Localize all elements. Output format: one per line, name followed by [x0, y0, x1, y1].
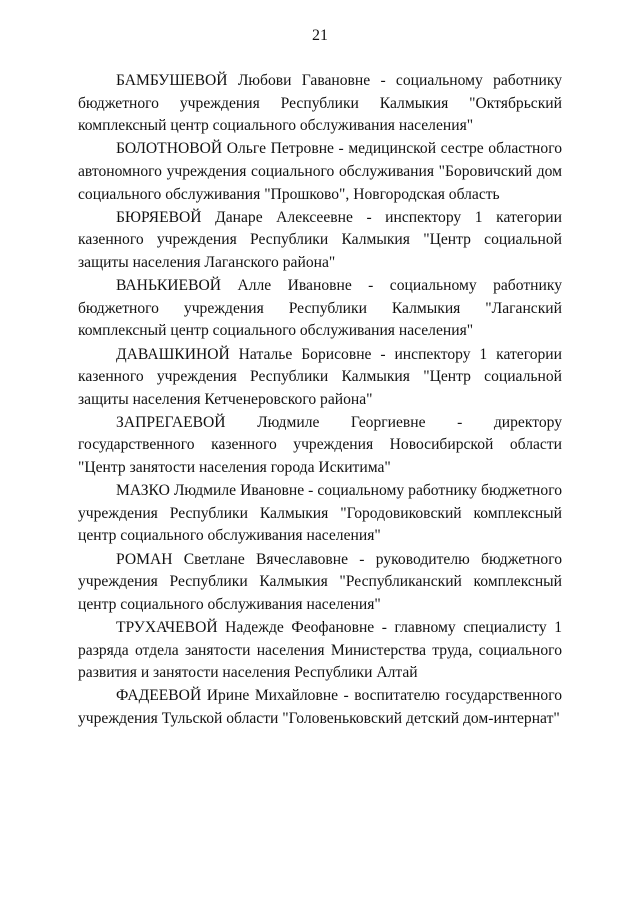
list-item	[78, 412, 562, 480]
list-item	[78, 275, 562, 343]
entry-surname: ТРУХАЧЕВОЙ	[116, 619, 218, 636]
list-item	[78, 207, 562, 275]
page-number: 21	[312, 27, 328, 44]
entry-surname: РОМАН	[116, 550, 173, 568]
list-item	[78, 344, 562, 412]
list-item	[78, 617, 562, 685]
list-item	[78, 70, 562, 138]
entry-text: Людмиле Ивановне - социальному работнику бюджетного учреждения Республики Калмыкия "Городовиковский комплексный центр социального обслуживания населения"	[78, 482, 563, 545]
entry-text: Ирине Михайловне - воспитателю государственного учреждения Тульской области "Головеньковский детский дом-интернат"	[78, 687, 562, 727]
list-item	[78, 685, 562, 730]
entry-text: Светлане Вячеславовне - руководителю бюджетного учреждения Республики Калмыкия "Республиканский комплексный центр социального обслуживания населения"	[78, 550, 562, 613]
award-list	[78, 70, 562, 731]
entry-surname: МАЗКО	[116, 482, 170, 500]
entry-text: Наталье Борисовне - инспектору 1 категории казенного учреждения Республики Калмыкия "Центр социальной защиты населения Кетченеровского района"	[78, 345, 562, 408]
list-item	[78, 138, 562, 206]
entry-surname: БАМБУШЕВОЙ	[116, 72, 228, 89]
entry-surname: ЗАПРЕГАЕВОЙ	[116, 413, 226, 431]
entry-surname: ФАДЕЕВОЙ	[116, 687, 202, 705]
entry-text: Алле Ивановне - социальному работнику бюджетного учреждения Республики Калмыкия "Лаганский комплексный центр социального обслуживания населения"	[78, 277, 562, 340]
entry-surname: ВАНЬКИЕВОЙ	[116, 277, 222, 295]
entry-text: Любови Гавановне - социальному работнику бюджетного учреждения Республики Калмыкия "Октябрьский комплексный центр социального обслуживания населения"	[78, 72, 562, 135]
entry-text: Ольге Петровне - медицинской сестре областного автономного учреждения социального обслуживания "Боровичский дом социального обслуживания "Прошково", Новгородская область	[78, 140, 562, 203]
entry-text: Людмиле Георгиевне - директору государственного казенного учреждения Новосибирской области "Центр занятости населения города Искитима"	[78, 413, 562, 477]
entry-text: Данаре Алексеевне - инспектору 1 категории казенного учреждения Республики Калмыкия "Центр социальной защиты населения Лаганского района"	[78, 208, 562, 271]
entry-surname: БОЛОТНОВОЙ	[116, 140, 223, 158]
entry-surname: БЮРЯЕВОЙ	[116, 208, 202, 226]
entry-text: Надежде Феофановне - главному специалисту 1 разряда отдела занятости населения Министерства труда, социального развития и занятости населения Республики Алтай	[78, 619, 562, 682]
list-item	[78, 549, 562, 617]
entry-surname: ДАВАШКИНОЙ	[116, 345, 230, 363]
list-item	[78, 480, 562, 548]
